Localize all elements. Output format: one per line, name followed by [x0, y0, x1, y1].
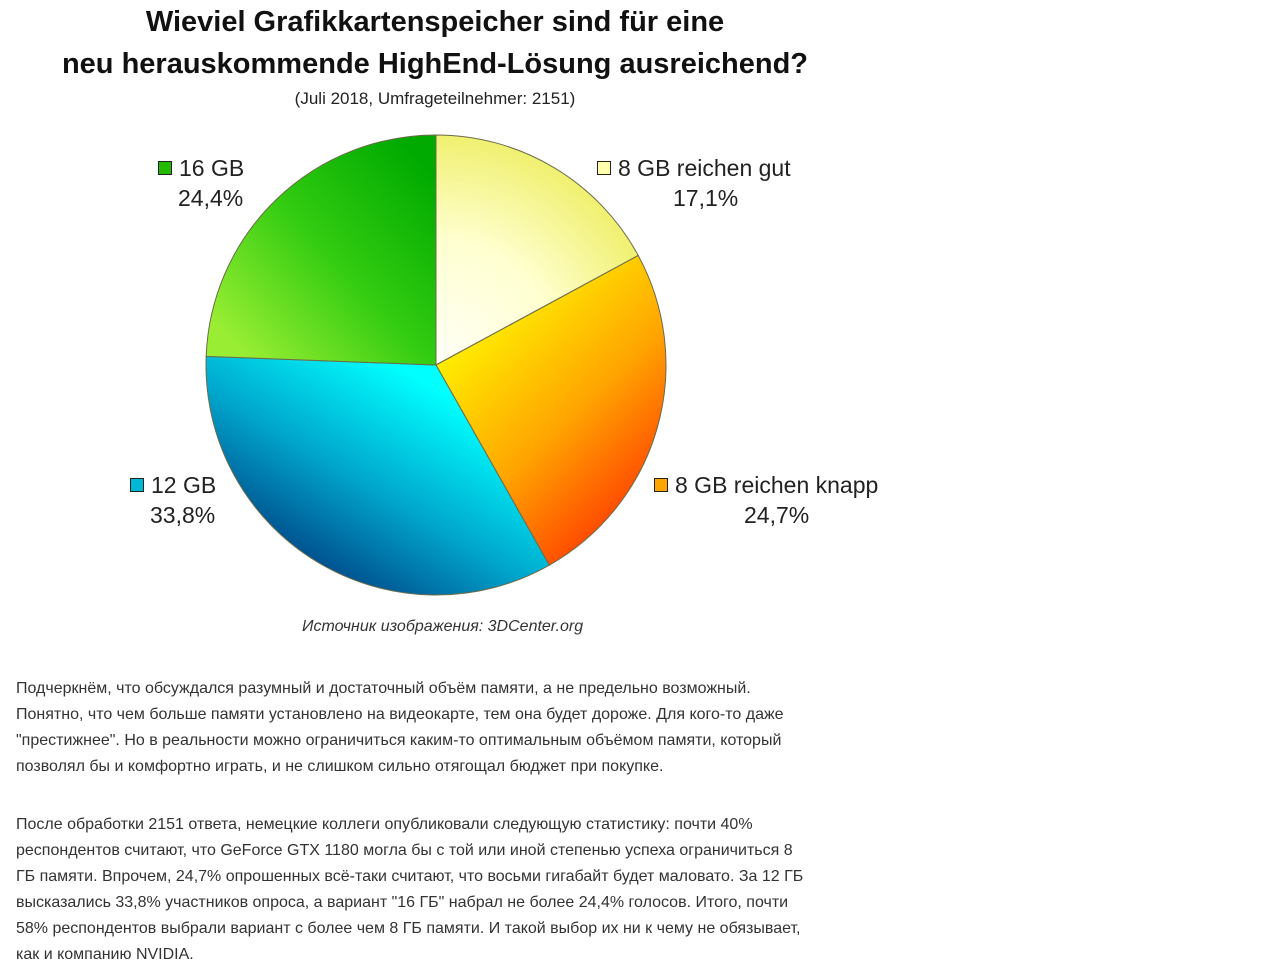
slice-percent-label: 17,1%: [673, 185, 739, 211]
pie-chart: [0, 0, 900, 660]
article-paragraph-2: [16, 812, 896, 968]
legend-swatch: [597, 161, 611, 175]
slice-percent-label: 24,7%: [744, 502, 810, 528]
chart-figure: [0, 0, 900, 660]
legend-8gb-knapp: [654, 470, 878, 530]
legend-12gb: [130, 470, 216, 530]
paragraph-line: респондентов считают, что GeForce GTX 1180 могла бы с той или иной степенью успеха ограничиться 8: [16, 842, 793, 859]
legend-swatch: [158, 161, 172, 175]
paragraph-line: как и компанию NVIDIA.: [16, 946, 194, 963]
chart-subtitle: (Juli 2018, Umfrageteilnehmer: 2151): [294, 89, 576, 108]
legend-label: 12 GB: [151, 472, 217, 498]
paragraph-line: высказались 33,8% участников опроса, а вариант "16 ГБ" набрал не более 24,4% голосов. Итого, почти: [16, 894, 789, 911]
paragraph-line: "престижнее". Но в реальности можно ограничиться каким-то оптимальным объёмом памяти, который: [16, 732, 782, 749]
legend-label: 8 GB reichen gut: [618, 155, 791, 181]
legend-label: 8 GB reichen knapp: [675, 472, 879, 498]
legend-8gb-gut: [597, 153, 791, 213]
paragraph-line: 58% респондентов выбрали вариант с более чем 8 ГБ памяти. И такой выбор их ни к чему не обязывает,: [16, 920, 801, 937]
paragraph-line: После обработки 2151 ответа, немецкие коллеги опубликовали следующую статистику: почти 40%: [16, 816, 753, 833]
image-source-caption: Источник изображения: 3DCenter.org: [302, 618, 584, 635]
paragraph-line: ГБ памяти. Впрочем, 24,7% опрошенных всё-таки считают, что восьми гигабайт будет маловато. За 12 ГБ: [16, 868, 804, 885]
legend-label: 16 GB: [179, 155, 245, 181]
paragraph-line: позволял бы и комфортно играть, и не слишком сильно отягощал бюджет при покупке.: [16, 758, 664, 775]
chart-title-line-2: neu herauskommende HighEnd-Lösung ausreichend?: [61, 48, 809, 80]
slice-percent-label: 24,4%: [178, 185, 244, 211]
paragraph-line: Понятно, что чем больше памяти установлено на видеокарте, тем она будет дороже. Для кого-то даже: [16, 706, 784, 723]
article-paragraph-1: [16, 676, 896, 780]
legend-swatch: [654, 478, 668, 492]
slice-percent-label: 33,8%: [150, 502, 216, 528]
chart-title-line-1: Wieviel Grafikkartenspeicher sind für eine: [145, 6, 725, 38]
legend-16gb: [158, 153, 244, 213]
paragraph-line: Подчеркнём, что обсуждался разумный и достаточный объём памяти, а не предельно возможный.: [16, 680, 751, 697]
legend-swatch: [130, 478, 144, 492]
